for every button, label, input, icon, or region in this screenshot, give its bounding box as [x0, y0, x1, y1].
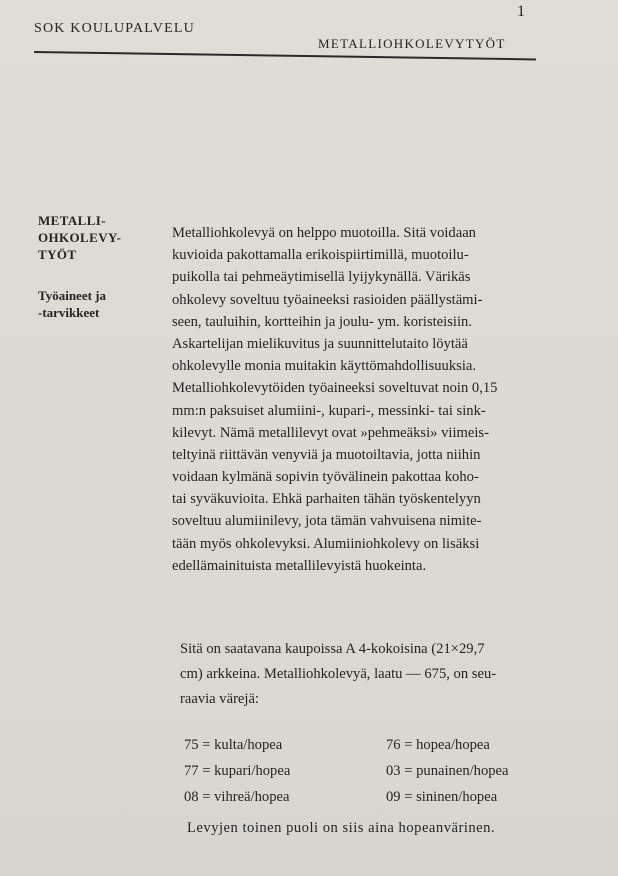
color-code-entry: 76 = hopea/hopea — [386, 737, 490, 753]
color-code-entry: 75 = kulta/hopea — [184, 737, 283, 753]
paragraph-line: voidaan kylmänä sopivin työvälinein pakottaa koho- — [172, 469, 479, 486]
paragraph-line: Metalliohkolevyä on helppo muotoilla. Sitä voidaan — [172, 225, 476, 241]
sidebar-subtitle — [38, 287, 148, 321]
paragraph-line: cm) arkkeina. Metalliohkolevyä, laatu — 675, on seu- — [180, 666, 497, 682]
color-code-row — [184, 784, 584, 810]
color-code-row — [184, 732, 584, 758]
paragraph-line: Askartelijan mielikuvitus ja suunnittelutaito löytää — [172, 335, 468, 352]
paragraph-line: teltyinä riittävän venyviä ja muotoiltavia, jotta niihin — [172, 446, 481, 463]
paragraph-line: tai syväkuvioita. Ehkä parhaiten tähän työskentelyyn — [172, 491, 481, 508]
paragraph-line: mm:n paksuiset alumiini-, kupari-, messinki- tai sink- — [172, 402, 486, 419]
sidebar-title — [38, 212, 148, 263]
sidebar-title-line: TYÖT — [38, 247, 77, 262]
sidebar-subtitle-line: -tarvikkeet — [38, 305, 100, 320]
paragraph-line: kilevyt. Nämä metallilevyt ovat »pehmeäksi» viimeis- — [172, 424, 489, 441]
paragraph-line: edellämainituista metallilevyistä huokeinta. — [172, 557, 427, 574]
color-code-row — [184, 758, 584, 784]
sidebar-subtitle-line: Työaineet ja — [38, 288, 106, 303]
paragraph-line: seen, tauluihin, kortteihin ja joulu- ym. koristeisiin. — [172, 313, 472, 330]
color-code-list — [184, 732, 584, 810]
paragraph-line: Sitä on saatavana kaupoissa A 4-kokoisina (21×29,7 — [180, 641, 485, 657]
paragraph-line: puikolla tai pehmeäytimisellä lyijykynällä. Värikäs — [172, 269, 471, 286]
color-code-entry: 77 = kupari/hopea — [184, 763, 291, 779]
paragraph-line: kuvioida pakottamalla erikoispiirtimillä, muotoilu- — [172, 247, 469, 264]
closing-sentence: Levyjen toinen puoli on siis aina hopeanvärinen. — [187, 820, 496, 836]
paragraph-line: Metalliohkolevytöiden työaineeksi soveltuvat noin 0,15 — [172, 380, 498, 397]
paragraph-line: raavia värejä: — [180, 691, 259, 707]
paragraph-2 — [180, 637, 600, 712]
color-code-entry: 03 = punainen/hopea — [386, 763, 509, 779]
paragraph-line: soveltuu alumiinilevy, jota tämän vahvuisena nimite- — [172, 513, 482, 530]
paragraph-line: tään myös ohkolevyksi. Alumiiniohkolevy on lisäksi — [172, 535, 480, 552]
paragraph-line: ohkolevylle monia muitakin käyttömahdollisuuksia. — [172, 358, 476, 375]
color-code-entry: 09 = sininen/hopea — [386, 789, 498, 805]
sidebar-title-line: OHKOLEVY- — [38, 230, 122, 245]
header-publisher: SOK KOULUPALVELU — [34, 21, 195, 36]
header-section: METALLIOHKOLEVYTYÖT — [318, 36, 506, 51]
paragraph-line: ohkolevy soveltuu työaineeksi rasioiden päällystämi- — [172, 291, 483, 308]
header-rule — [34, 51, 536, 60]
color-code-entry: 08 = vihreä/hopea — [184, 789, 290, 805]
paragraph-1 — [172, 222, 592, 577]
page-number: 1 — [517, 3, 525, 20]
sidebar-title-line: METALLI- — [38, 213, 106, 228]
